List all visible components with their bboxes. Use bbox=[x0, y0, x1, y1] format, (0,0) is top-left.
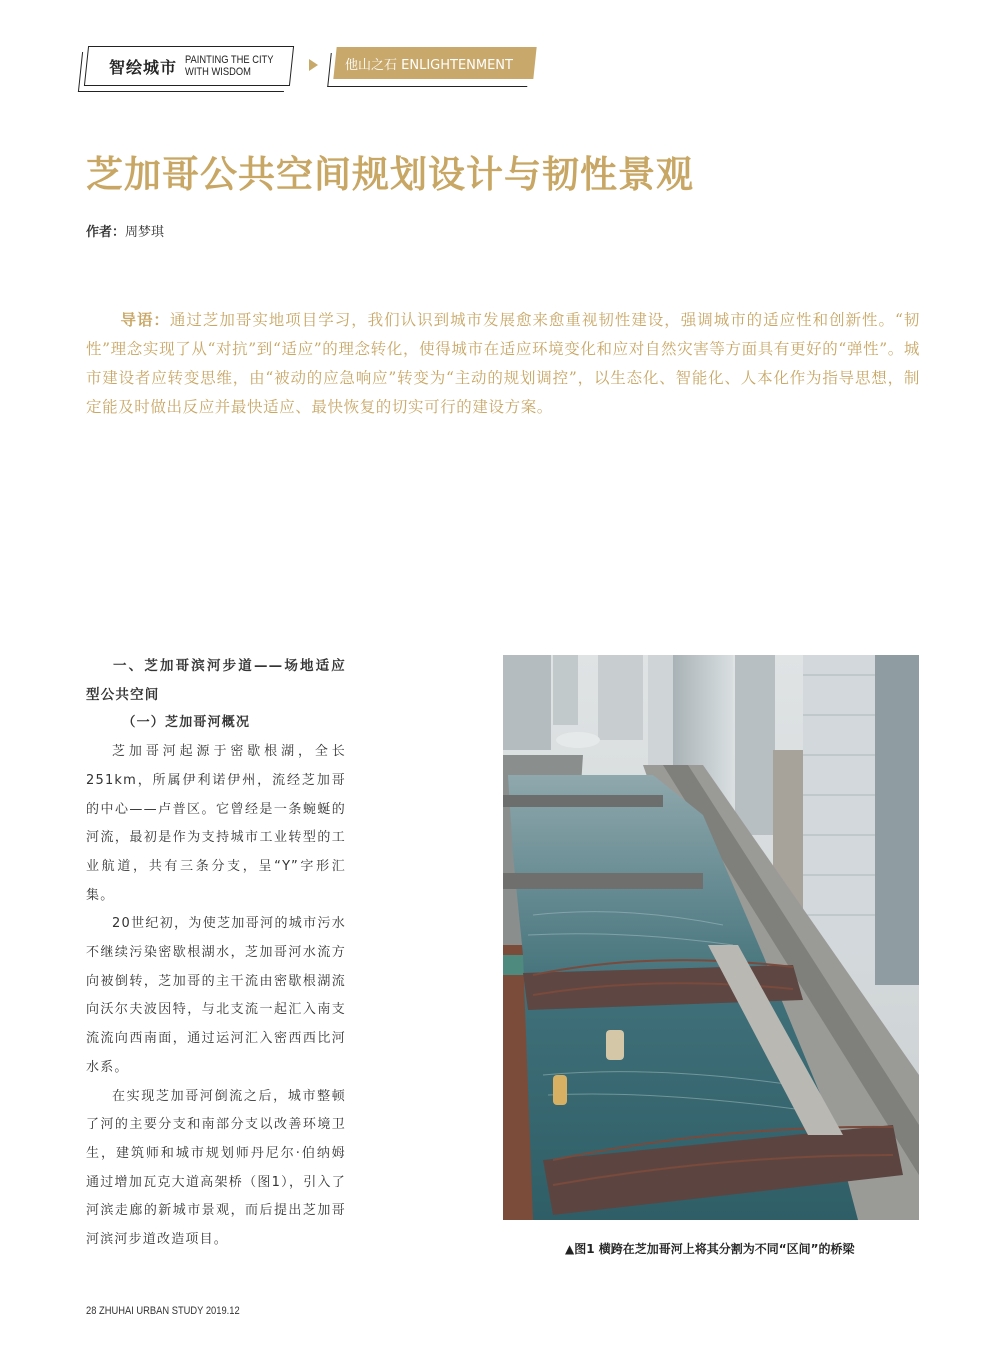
subsection-heading: （一）芝加哥河概况 bbox=[122, 715, 251, 731]
body-paragraph: 在实现芝加哥河倒流之后，城市整顿了河的主要分支和南部分支以改善环境卫生，建筑师和城市规划师丹尼尔·伯纳姆通过增加瓦克大道高架桥（图1），引入了河滨走廊的新城市景观，而后提出芝加哥河滨河步道改造项目。 bbox=[86, 1088, 346, 1248]
section-heading: 一、芝加哥滨河步道——场地适应型公共空间 bbox=[86, 658, 346, 703]
lead-text: 通过芝加哥实地项目学习，我们认识到城市发展愈来愈重视韧性建设，强调城市的适应性和创新性。“韧性”理念实现了从“对抗”到“适应”的理念转化，使得城市在适应环境变化和应对自然灾害等方面具有更好的“弹性”。城市建设者应转变思维，由“被动的应急响应”转变为“主动的规划调控”，以生态化、智能化、人本化作为指导思想，制定能及时做出反应并最快适应、最快恢复的切实可行的建设方案。 bbox=[86, 311, 920, 416]
body-paragraph: 芝加哥河起源于密歇根湖，全长251km，所属伊利诺伊州，流经芝加哥的中心——卢普区。它曾经是一条蜿蜒的河流，最初是作为支持城市工业转型的工业航道，共有三条分支，呈“Y”字形汇集。 bbox=[86, 744, 346, 903]
column-tag bbox=[333, 47, 536, 79]
body-column bbox=[86, 652, 346, 1255]
section-tag bbox=[84, 46, 294, 86]
figure-caption: ▲图1 横跨在芝加哥河上将其分割为不同“区间”的桥梁 bbox=[565, 1242, 855, 1256]
author-name: 周梦琪 bbox=[125, 225, 165, 240]
column-tag-label: 他山之石 ENLIGHTENMENT bbox=[345, 57, 513, 73]
triangle-arrow-icon bbox=[309, 59, 318, 71]
author-line bbox=[86, 221, 164, 240]
lead-paragraph bbox=[86, 305, 920, 422]
page-footer: 28 ZHUHAI URBAN STUDY 2019.12 bbox=[86, 1305, 240, 1317]
chicago-river-photo bbox=[503, 655, 919, 1220]
body-paragraph: 20世纪初，为使芝加哥河的城市污水不继续污染密歇根湖水，芝加哥河水流方向被倒转，芝加哥的主干流由密歇根湖流向沃尔夫波因特，与北支流一起汇入南支流流向西南面，通过运河汇入密西西比河水系。 bbox=[86, 916, 346, 1075]
section-tag-cn: 智绘城市 bbox=[109, 57, 178, 77]
section-tag-en: PAINTING THE CITY WITH WISDOM bbox=[185, 54, 274, 78]
lead-label: 导语： bbox=[120, 310, 170, 329]
article-title: 芝加哥公共空间规划设计与韧性景观 bbox=[86, 153, 694, 196]
author-label: 作者： bbox=[86, 225, 126, 240]
